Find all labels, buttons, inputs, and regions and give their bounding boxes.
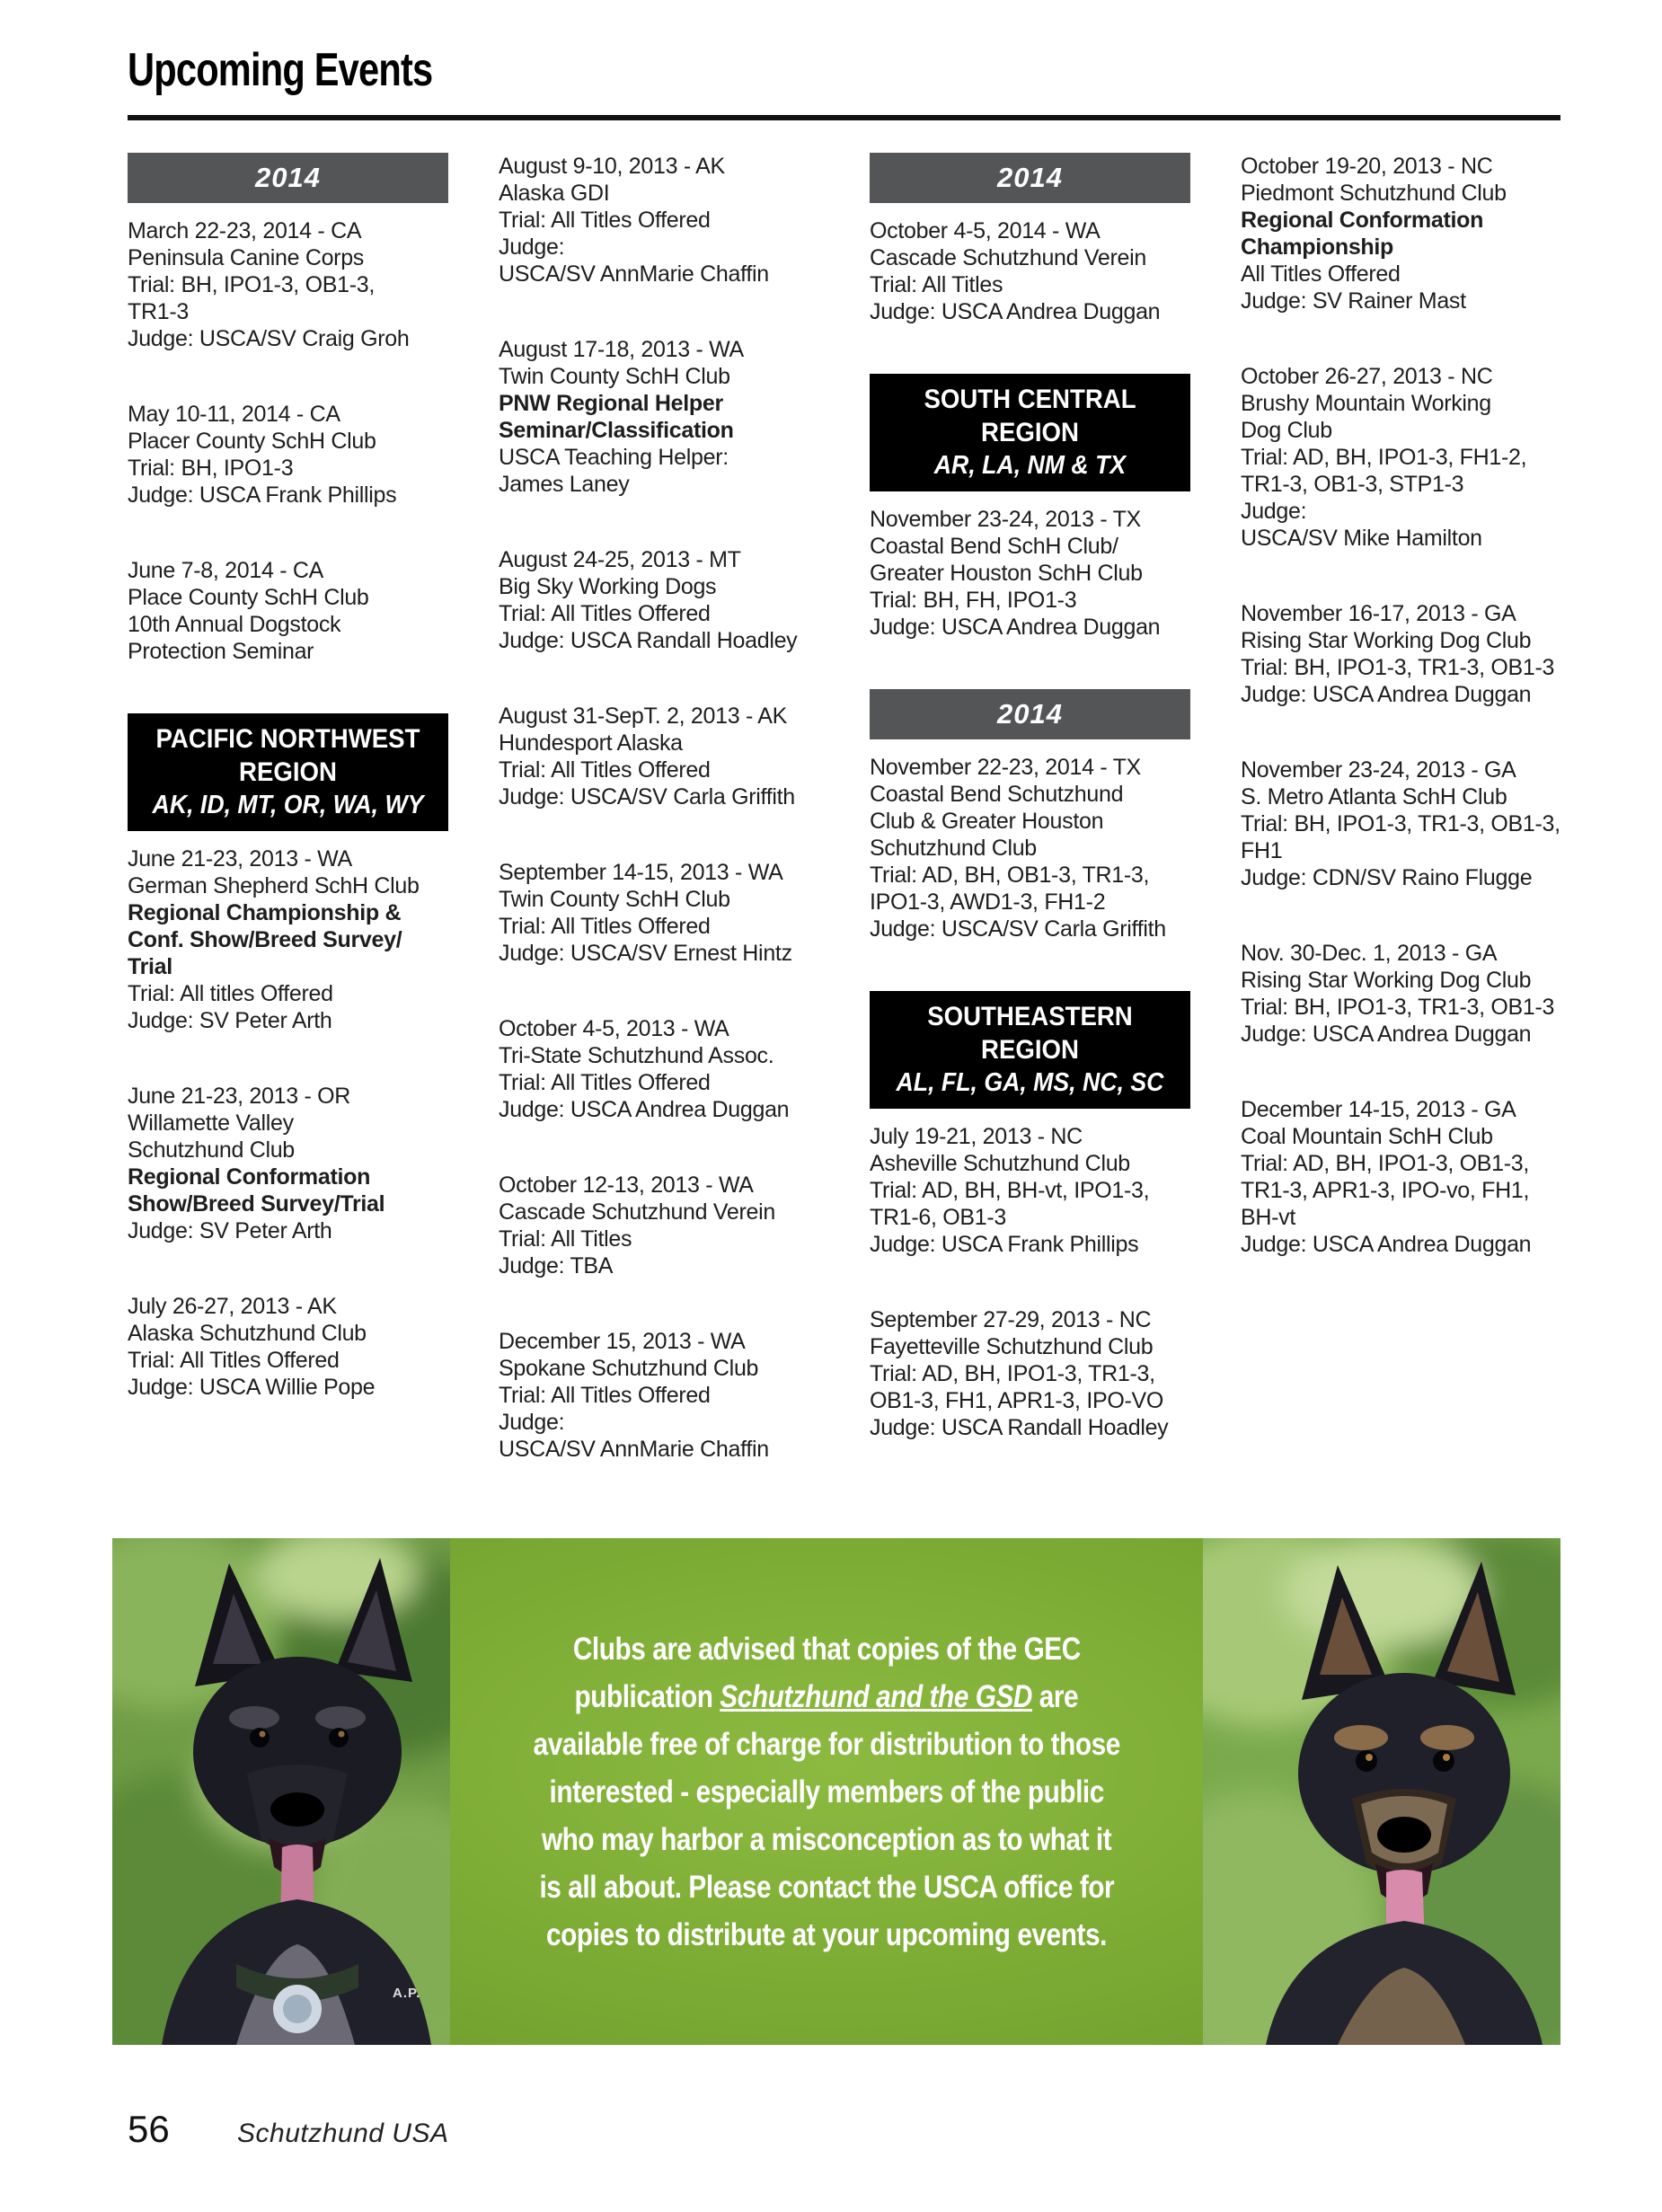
event-line: Judge:: [499, 234, 565, 260]
photo-watermark: A.P.: [393, 1986, 421, 2001]
event-line: Judge:: [499, 1410, 565, 1435]
event-listing: [499, 703, 819, 810]
event-line: Twin County SchH Club: [499, 887, 730, 912]
event-line: TR1-6, OB1-3: [870, 1205, 1007, 1230]
event-line: Judge: USCA/SV Ernest Hintz: [499, 941, 792, 966]
event-listing: [499, 336, 819, 498]
event-line: Judge: USCA/SV Carla Griffith: [499, 784, 795, 810]
event-line: October 26-27, 2013 - NC: [1241, 364, 1493, 389]
region-header-line: REGION: [981, 418, 1079, 447]
page-title: Upcoming Events: [128, 44, 433, 96]
event-line: November 22-23, 2014 - TX: [870, 755, 1141, 780]
banner-text-segment: publication: [574, 1678, 720, 1714]
event-line: Protection Seminar: [128, 639, 314, 664]
banner-text: [450, 1538, 1203, 2045]
event-highlight-line: Regional Conformation: [128, 1164, 371, 1190]
event-line: James Laney: [499, 472, 630, 497]
event-highlight-line: Regional Championship &: [128, 900, 402, 925]
event-line: Rising Star Working Dog Club: [1241, 968, 1532, 993]
event-listing: [499, 546, 819, 654]
banner-text-line: [546, 1911, 1107, 1959]
event-highlight-line: Regional Conformation: [1241, 208, 1484, 233]
event-line: Twin County SchH Club: [499, 364, 730, 389]
event-line: Trial: BH, IPO1-3, OB1-3,: [128, 272, 375, 297]
event-line: OB1-3, FH1, APR1-3, IPO-VO: [870, 1388, 1164, 1413]
event-listing: [870, 1306, 1190, 1441]
banner-text-line: [542, 1816, 1111, 1863]
event-line: Place County SchH Club: [128, 585, 369, 610]
event-line: Coastal Bend Schutzhund: [870, 782, 1124, 807]
region-header: [870, 374, 1190, 491]
banner-text-line: [549, 1768, 1103, 1816]
event-listing: [1241, 600, 1561, 708]
event-line: Judge: SV Peter Arth: [128, 1008, 332, 1033]
event-line: Trial: BH, IPO1-3, TR1-3, OB1-3: [1241, 995, 1555, 1020]
event-line: Judge: USCA Andrea Duggan: [499, 1097, 790, 1122]
banner-text-segment: who may harbor a misconception as to what it: [541, 1821, 1112, 1857]
event-line: Trial: All Titles Offered: [499, 601, 711, 626]
event-line: IPO1-3, AWD1-3, FH1-2: [870, 889, 1106, 915]
events-column-3: [870, 153, 1190, 1511]
event-listing: [128, 1293, 448, 1401]
publication-title: Schutzhund and the GSD: [720, 1678, 1033, 1714]
event-line: June 21-23, 2013 - WA: [128, 846, 352, 872]
event-listing: [128, 557, 448, 665]
event-listing: [499, 859, 819, 967]
banner-text-line: [539, 1863, 1114, 1911]
event-line: Trial: All Titles Offered: [499, 914, 711, 939]
event-line: Judge: SV Rainer Mast: [1241, 288, 1466, 314]
event-line: September 27-29, 2013 - NC: [870, 1307, 1152, 1332]
event-line: Judge: SV Peter Arth: [128, 1218, 332, 1243]
event-line: Judge: USCA Andrea Duggan: [870, 615, 1161, 640]
event-line: Asheville Schutzhund Club: [870, 1151, 1130, 1176]
banner-text-segment: available free of charge for distribution to those: [533, 1726, 1120, 1762]
event-listing: [1241, 153, 1561, 314]
banner-text-line: [533, 1721, 1119, 1768]
event-line: Big Sky Working Dogs: [499, 574, 717, 599]
event-line: October 4-5, 2013 - WA: [499, 1016, 729, 1041]
german-shepherd-right-image: [1203, 1538, 1560, 2045]
year-header: 2014: [870, 689, 1190, 739]
event-line: FH1: [1241, 838, 1283, 863]
event-listing: [499, 1015, 819, 1123]
event-line: Trial: All titles Offered: [128, 981, 333, 1006]
event-line: August 17-18, 2013 - WA: [499, 337, 744, 362]
event-listing: [1241, 1096, 1561, 1258]
region-header: [870, 991, 1190, 1109]
event-line: Cascade Schutzhund Verein: [499, 1199, 775, 1225]
region-states: AL, FL, GA, MS, NC, SC: [896, 1068, 1164, 1097]
year-header: 2014: [128, 153, 448, 203]
event-listing: [870, 217, 1190, 325]
banner-text-line: [575, 1673, 1079, 1721]
event-line: Judge: USCA Randall Hoadley: [870, 1415, 1169, 1440]
event-line: August 9-10, 2013 - AK: [499, 154, 725, 179]
event-line: Trial: All Titles Offered: [128, 1348, 340, 1373]
event-listing: [870, 1123, 1190, 1258]
event-line: Judge: TBA: [499, 1253, 614, 1279]
event-line: TR1-3, OB1-3, STP1-3: [1241, 472, 1464, 497]
event-listing: [1241, 940, 1561, 1048]
event-line: Nov. 30-Dec. 1, 2013 - GA: [1241, 941, 1498, 966]
event-line: November 16-17, 2013 - GA: [1241, 601, 1516, 626]
banner-text-line: [573, 1625, 1081, 1673]
event-line: Trial: All Titles Offered: [499, 757, 711, 783]
event-line: Trial: AD, BH, IPO1-3, OB1-3,: [1241, 1151, 1530, 1176]
event-line: Judge: USCA Willie Pope: [128, 1375, 376, 1400]
banner-text-segment: Clubs are advised that copies of the GEC: [572, 1631, 1081, 1667]
event-line: Cascade Schutzhund Verein: [870, 245, 1146, 270]
event-line: Schutzhund Club: [870, 836, 1037, 861]
event-line: Trial: All Titles: [870, 272, 1003, 297]
event-highlight-line: Seminar/Classification: [499, 418, 734, 443]
event-line: October 19-20, 2013 - NC: [1241, 154, 1493, 179]
event-line: Peninsula Canine Corps: [128, 245, 365, 270]
event-line: Club & Greater Houston: [870, 809, 1104, 834]
event-line: Judge: USCA Andrea Duggan: [1241, 682, 1532, 707]
event-line: All Titles Offered: [1241, 261, 1401, 287]
event-line: September 14-15, 2013 - WA: [499, 860, 783, 885]
event-listing: [870, 754, 1190, 942]
region-header-line: REGION: [239, 757, 337, 787]
event-listing: [499, 1328, 819, 1463]
german-shepherd-left-image: [112, 1538, 450, 2045]
region-states: AK, ID, MT, OR, WA, WY: [152, 791, 424, 819]
banner-text-segment: is all about. Please contact the USCA office for: [539, 1869, 1114, 1905]
event-line: October 4-5, 2014 - WA: [870, 218, 1101, 243]
event-line: Trial: AD, BH, BH-vt, IPO1-3,: [870, 1178, 1150, 1203]
event-line: Greater Houston SchH Club: [870, 561, 1143, 586]
event-line: Tri-State Schutzhund Assoc.: [499, 1043, 774, 1068]
event-line: October 12-13, 2013 - WA: [499, 1172, 754, 1198]
region-header-line: PACIFIC NORTHWEST: [155, 724, 420, 754]
event-listing: [1241, 363, 1561, 552]
event-line: August 24-25, 2013 - MT: [499, 547, 741, 572]
event-line: August 31-SepT. 2, 2013 - AK: [499, 703, 787, 729]
event-line: 10th Annual Dogstock: [128, 612, 341, 637]
title-rule: [128, 115, 1560, 120]
promo-banner: [112, 1538, 1560, 2045]
event-line: Trial: BH, IPO1-3: [128, 456, 294, 481]
event-line: Willamette Valley: [128, 1110, 294, 1136]
banner-text-segment: copies to distribute at your upcoming events.: [546, 1916, 1107, 1952]
event-line: Judge: USCA Andrea Duggan: [870, 299, 1161, 324]
event-line: German Shepherd SchH Club: [128, 873, 420, 898]
event-line: Brushy Mountain Working: [1241, 391, 1491, 416]
event-line: Judge: USCA Andrea Duggan: [1241, 1022, 1532, 1047]
banner-text-segment: are: [1032, 1678, 1079, 1714]
event-listing: [128, 1083, 448, 1244]
region-header-line: SOUTHEASTERN: [927, 1002, 1133, 1031]
event-line: July 19-21, 2013 - NC: [870, 1124, 1083, 1149]
event-listing: [870, 506, 1190, 641]
event-line: July 26-27, 2013 - AK: [128, 1294, 337, 1319]
events-column-1: [128, 153, 448, 1511]
event-line: Schutzhund Club: [128, 1137, 295, 1163]
event-line: Trial: BH, FH, IPO1-3: [870, 588, 1077, 613]
event-line: Coastal Bend SchH Club/: [870, 534, 1118, 559]
event-line: Trial: All Titles Offered: [499, 1070, 711, 1095]
event-listing: [128, 401, 448, 509]
region-header-line: REGION: [981, 1035, 1079, 1065]
event-line: December 15, 2013 - WA: [499, 1329, 746, 1354]
event-line: Fayetteville Schutzhund Club: [870, 1334, 1154, 1359]
event-line: Rising Star Working Dog Club: [1241, 628, 1532, 653]
event-line: BH-vt: [1241, 1205, 1296, 1230]
event-line: TR1-3: [128, 299, 189, 324]
event-line: Trial: All Titles: [499, 1226, 632, 1252]
event-line: Alaska GDI: [499, 181, 610, 206]
event-line: June 21-23, 2013 - OR: [128, 1084, 351, 1109]
event-line: S. Metro Atlanta SchH Club: [1241, 784, 1507, 810]
region-header-line: SOUTH CENTRAL: [924, 385, 1136, 414]
dog-photo-right: [1203, 1538, 1560, 2045]
event-line: December 14-15, 2013 - GA: [1241, 1097, 1516, 1122]
event-listing: [128, 845, 448, 1034]
event-line: Judge: CDN/SV Raino Flugge: [1241, 865, 1533, 890]
event-line: June 7-8, 2014 - CA: [128, 558, 324, 583]
event-listing: [499, 1172, 819, 1279]
event-line: Judge: USCA Frank Phillips: [128, 482, 397, 508]
event-line: Judge:: [1241, 499, 1307, 524]
event-highlight-line: Conf. Show/Breed Survey/: [128, 927, 402, 952]
event-highlight-line: Show/Breed Survey/Trial: [128, 1191, 385, 1217]
event-listing: [1241, 757, 1561, 891]
year-header: 2014: [870, 153, 1190, 203]
event-line: Trial: BH, IPO1-3, TR1-3, OB1-3: [1241, 655, 1555, 680]
event-line: USCA Teaching Helper:: [499, 445, 729, 470]
banner-text-segment: interested - especially members of the public: [549, 1774, 1104, 1809]
event-line: USCA/SV AnnMarie Chaffin: [499, 1437, 769, 1462]
magazine-name: Schutzhund USA: [237, 2119, 449, 2148]
event-line: November 23-24, 2013 - TX: [870, 507, 1141, 532]
event-line: Dog Club: [1241, 418, 1332, 443]
event-line: Trial: All Titles Offered: [499, 208, 711, 233]
event-line: Judge: USCA/SV Carla Griffith: [870, 916, 1166, 942]
event-line: USCA/SV AnnMarie Chaffin: [499, 261, 769, 287]
event-line: Judge: USCA Randall Hoadley: [499, 628, 798, 653]
event-line: Trial: AD, BH, IPO1-3, TR1-3,: [870, 1361, 1155, 1386]
event-line: Coal Mountain SchH Club: [1241, 1124, 1493, 1149]
region-header: [128, 713, 448, 831]
event-listing: [128, 217, 448, 352]
event-line: Placer County SchH Club: [128, 429, 376, 454]
event-line: Piedmont Schutzhund Club: [1241, 181, 1507, 206]
event-line: May 10-11, 2014 - CA: [128, 402, 340, 427]
event-line: Alaska Schutzhund Club: [128, 1321, 367, 1346]
event-line: Trial: All Titles Offered: [499, 1383, 711, 1408]
events-column-2: [499, 153, 819, 1511]
event-line: Trial: AD, BH, IPO1-3, FH1-2,: [1241, 445, 1527, 470]
event-line: Judge: USCA/SV Craig Groh: [128, 326, 410, 351]
event-line: Trial: BH, IPO1-3, TR1-3, OB1-3,: [1241, 811, 1560, 836]
event-line: November 23-24, 2013 - GA: [1241, 757, 1516, 783]
region-states: AR, LA, NM & TX: [933, 451, 1127, 480]
event-line: Judge: USCA Frank Phillips: [870, 1232, 1139, 1257]
event-line: Spokane Schutzhund Club: [499, 1356, 759, 1381]
event-listing: [499, 153, 819, 288]
events-columns: [128, 153, 1561, 1511]
event-line: Hundesport Alaska: [499, 730, 683, 756]
event-highlight-line: PNW Regional Helper: [499, 391, 723, 416]
page-number: 56: [128, 2108, 170, 2150]
event-line: USCA/SV Mike Hamilton: [1241, 526, 1482, 551]
event-highlight-line: Trial: [128, 954, 172, 979]
event-highlight-line: Championship: [1241, 234, 1394, 260]
event-line: Trial: AD, BH, OB1-3, TR1-3,: [870, 863, 1150, 888]
events-column-4: [1241, 153, 1561, 1511]
event-line: March 22-23, 2014 - CA: [128, 218, 362, 243]
event-line: TR1-3, APR1-3, IPO-vo, FH1,: [1241, 1178, 1530, 1203]
event-line: Judge: USCA Andrea Duggan: [1241, 1232, 1532, 1257]
dog-photo-left: [112, 1538, 450, 2045]
